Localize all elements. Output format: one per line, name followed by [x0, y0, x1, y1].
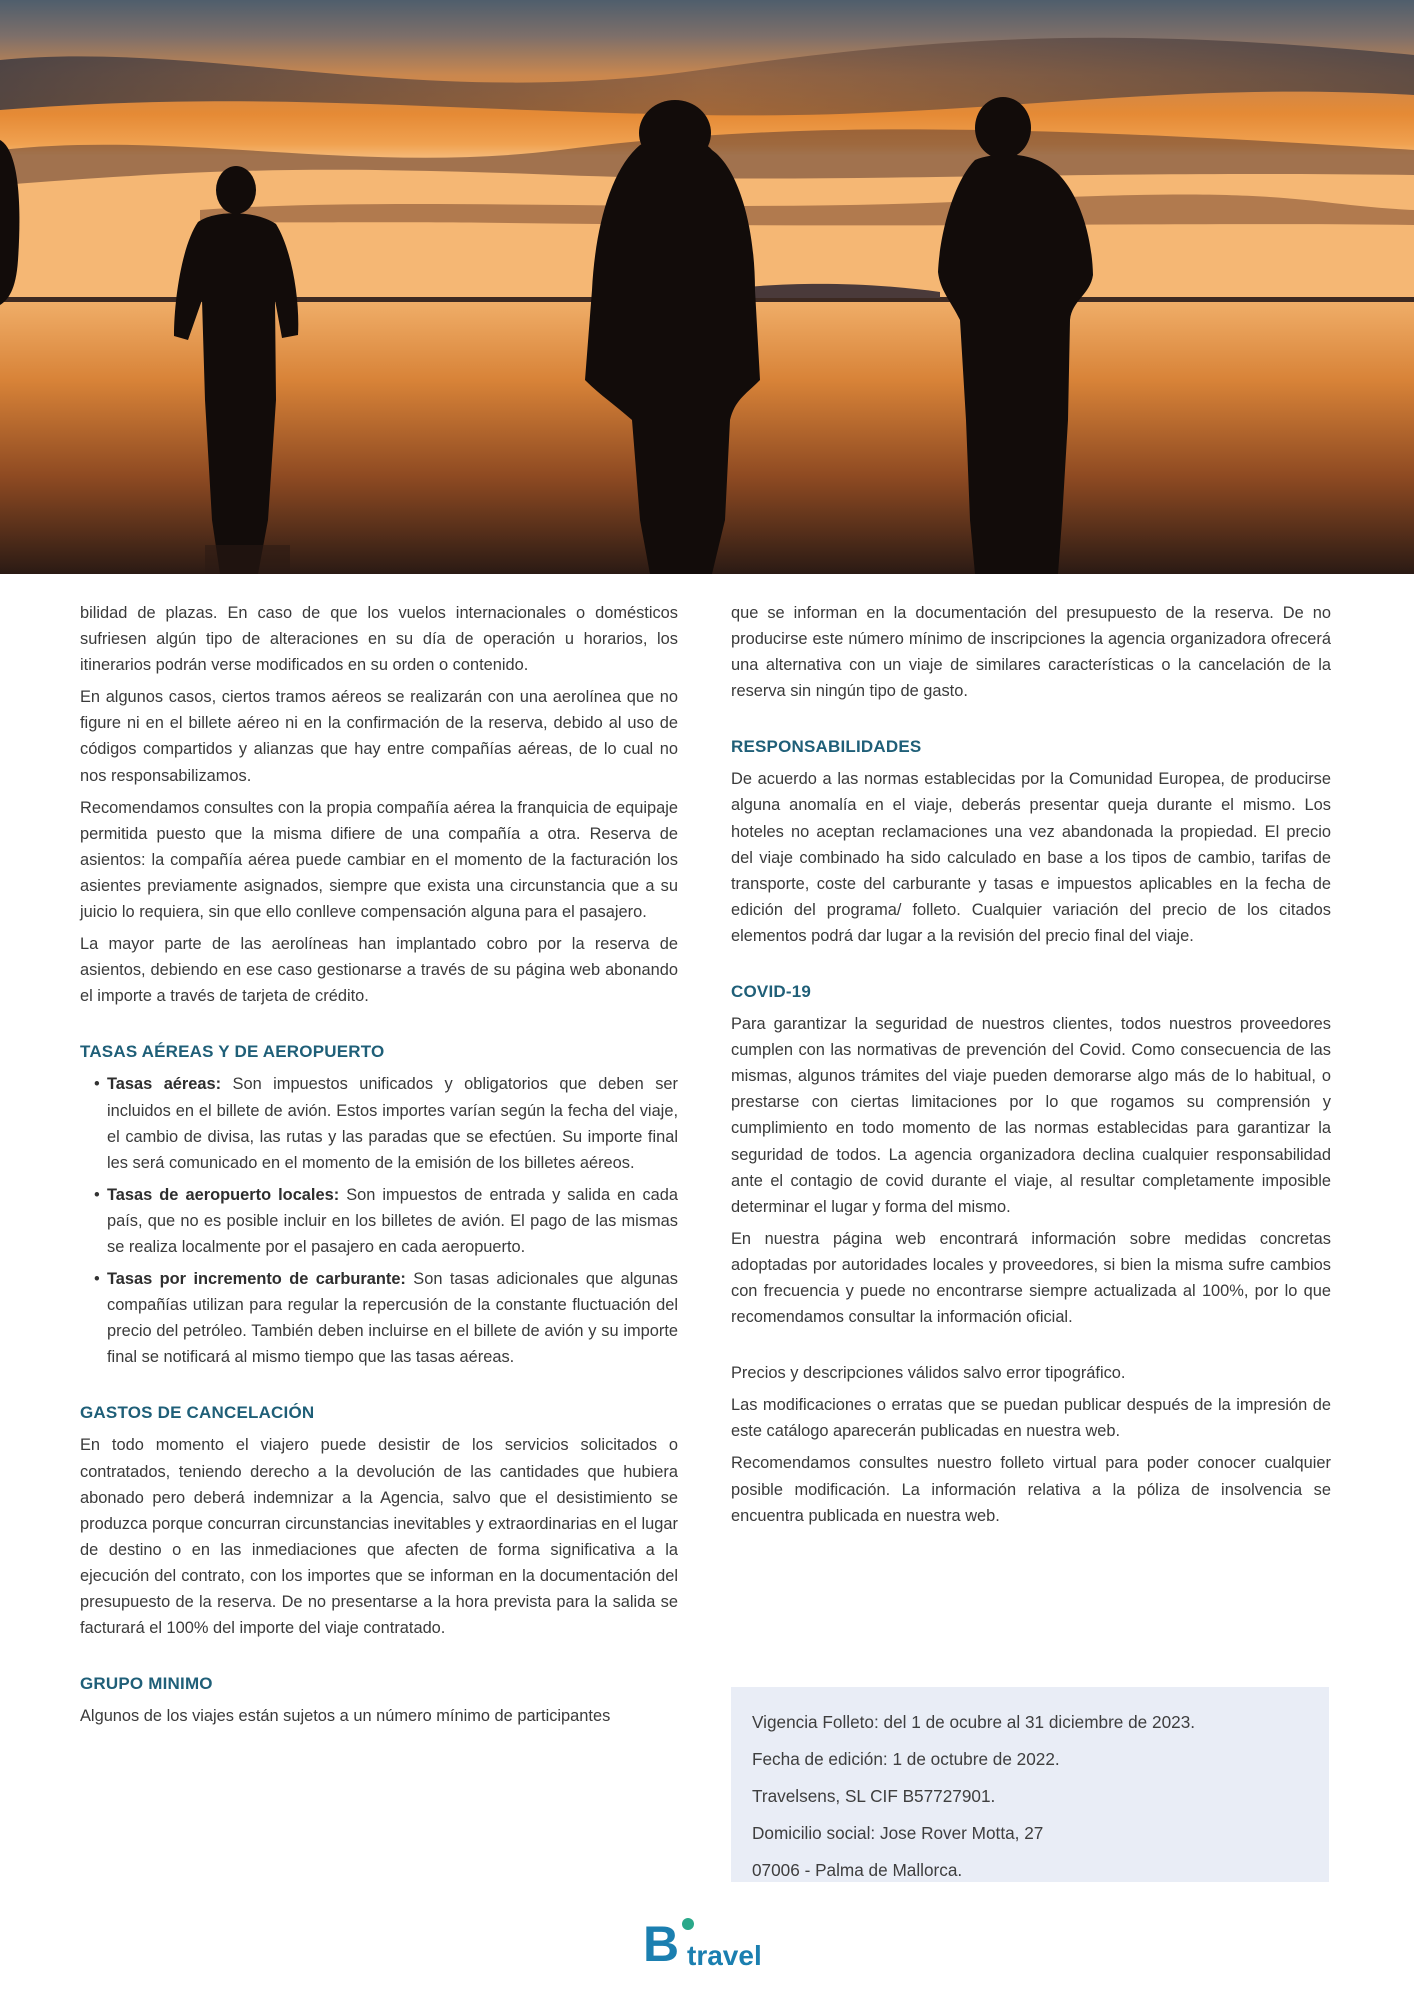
fecha-edicion-text: Fecha de edición: 1 de octubre de 2022. [752, 1749, 1060, 1769]
company-text: Travelsens, SL CIF B57727901. [752, 1786, 996, 1806]
btravel-logo-graphic [643, 1915, 773, 1971]
paragraph-gastos: En todo momento el viajero puede desistir de los servicios solicitados o contratados, teniendo derecho a la devolución de las cantidades que hubiera abonado pero deberá indemnizar a la Agencia, salvo que el desistimiento se produzca porque concurran circunstancias inevitables y extraordinarias en el lugar de destino o en las inmediaciones que afecten de forma significativa a la ejecución del contrato, con los importes que se informan en la documentación del presupuesto de la reserva. De no presentarse a la hora prevista para la salida se facturará el 100% del importe del viaje contratado. [80, 1436, 678, 1638]
paragraph-covid-1: Para garantizar la seguridad de nuestros clientes, todos nuestros proveedores cumplen con las normativas de prevención del Covid. Como consecuencia de las mismas, algunos trámites del viaje pueden demorarse algo más de lo habitual, o prestarse con ciertas limitaciones por lo que rogamos su comprensión y cumplimiento en todo momento de las normas establecidas para garantizar la seguridad de todos. La agencia organizadora declina cualquier responsabilidad ante el contagio de covid durante el viaje, al resultar completamente imposible determinar el lugar y forma del mismo. [731, 1015, 1331, 1216]
brochure-info-box [731, 1687, 1329, 1882]
list-item-tasas-carburante: • Tasas por incremento de carburante: Son tasas adicionales que algunas compañías utilizan para regular la repercusión de la constante fluctuación del precio del petróleo. También deben incluirse en el billete de avión y su importe final se notificará al mismo tiempo que las tasas aéreas. [80, 1266, 678, 1370]
paragraph-precios: Precios y descripciones válidos salvo error tipográfico. [731, 1364, 1126, 1383]
sunset-silhouettes-image [0, 0, 1414, 574]
paragraph-seat-charges: La mayor parte de las aerolíneas han implantado cobro por la reserva de asientos, debiendo en ese caso gestionarse a través de su página web abonando el importe a través de tarjeta de crédito. [80, 935, 678, 1006]
heading-grupo: GRUPO MINIMO [80, 1674, 213, 1694]
paragraph-responsabilidades: De acuerdo a las normas establecidas por la Comunidad Europea, de producirse alguna anomalía en el viaje, deberás presentar queja durante el mismo. Los hoteles no aceptan reclamaciones una vez abandonada la propiedad. El precio del viaje combinado ha sido calculado en base a los tipos de cambio, tarifas de transporte, coste del carburante y tasas e impuestos aplicables en la fecha de edición del programa/ folleto. Cualquier variación del precio de los citados elementos podrá dar lugar a la revisión del precio final del viaje. [731, 770, 1331, 945]
heading-responsabilidades: RESPONSABILIDADES [731, 737, 922, 757]
tasas-list [80, 1071, 678, 1370]
domicilio-text: Domicilio social: Jose Rover Motta, 27 [752, 1823, 1044, 1843]
logo-word: travel [687, 1940, 762, 1971]
paragraph-grupo-continued: que se informan en la documentación del presupuesto de la reserva. De no producirse este número mínimo de inscripciones la agencia organizadora ofrecerá una alternativa con un viaje de similares características o la cancelación de la reserva sin ningún tipo de gasto. [731, 604, 1331, 701]
paragraph-modificaciones: Las modificaciones o erratas que se puedan publicar después de la impresión de este catálogo aparecerán publicadas en nuestra web. [731, 1396, 1331, 1441]
btravel-logo [643, 1915, 773, 1971]
heading-covid: COVID-19 [731, 982, 812, 1002]
logo-letter: B [643, 1916, 680, 1971]
right-column [731, 600, 1331, 1535]
logo-dot [682, 1918, 694, 1930]
vigencia-text: Vigencia Folleto: del 1 de ocubre al 31 diciembre de 2023. [752, 1712, 1196, 1732]
hero-photo [0, 0, 1414, 574]
paragraph-baggage-seats: Recomendamos consultes con la propia compañía aérea la franquicia de equipaje permitida puesto que la misma difiere de una compañía a otra. Reserva de asientos: la compañía aérea puede cambiar en el momento de la facturación los asientes previamente asignados, siempre que exista una circunstancia que a su juicio lo requiera, sin que ello conlleve compensación alguna para el pasajero. [80, 798, 678, 922]
paragraph-codeshare: En algunos casos, ciertos tramos aéreos se realizarán con una aerolínea que no figure ni en el billete aéreo ni en la confirmación de la reserva, debido al uso de códigos compartidos y alianzas que hay entre compañías aéreas, de lo cual no nos responsabilizamos. [80, 688, 678, 785]
list-item-tasas-aereas: • Tasas aéreas: Son impuestos unificados y obligatorios que deben ser incluidos en el billete de avión. Estos importes varían según la fecha del viaje, el cambio de divisa, las rutas y las paradas que se efectúen. Su importe final les será comunicado en el momento de la emisión de los billetes aéreos. [80, 1071, 678, 1175]
left-column [80, 600, 678, 1735]
paragraph-folleto-virtual: Recomendamos consultes nuestro folleto virtual para poder conocer cualquier posible modificación. La información relativa a la póliza de insolvencia se encuentra publicada en nuestra web. [731, 1454, 1331, 1525]
paragraph-covid-2: En nuestra página web encontrará información sobre medidas concretas adoptadas por autoridades locales y proveedores, si bien la misma sufre cambios con frecuencia y puede no encontrarse siempre actualizada al 100%, por lo que recomendamos consultar la información oficial. [731, 1229, 1331, 1327]
city-text: 07006 - Palma de Mallorca. [752, 1860, 963, 1880]
paragraph-grupo: Algunos de los viajes están sujetos a un número mínimo de participantes [80, 1707, 611, 1726]
paragraph-flight-changes: bilidad de plazas. En caso de que los vuelos internacionales o domésticos sufriesen algún tipo de alteraciones en su día de operación u horarios, los itinerarios podrán verse modificados en su orden o contenido. [80, 604, 678, 675]
heading-tasas: TASAS AÉREAS Y DE AEROPUERTO [80, 1042, 385, 1062]
heading-gastos: GASTOS DE CANCELACIÓN [80, 1403, 315, 1423]
list-item-tasas-aeropuerto: • Tasas de aeropuerto locales: Son impuestos de entrada y salida en cada país, que no es posible incluir en los billetes de avión. El pago de las mismas se realiza localmente por el pasajero en cada aeropuerto. [80, 1182, 678, 1260]
